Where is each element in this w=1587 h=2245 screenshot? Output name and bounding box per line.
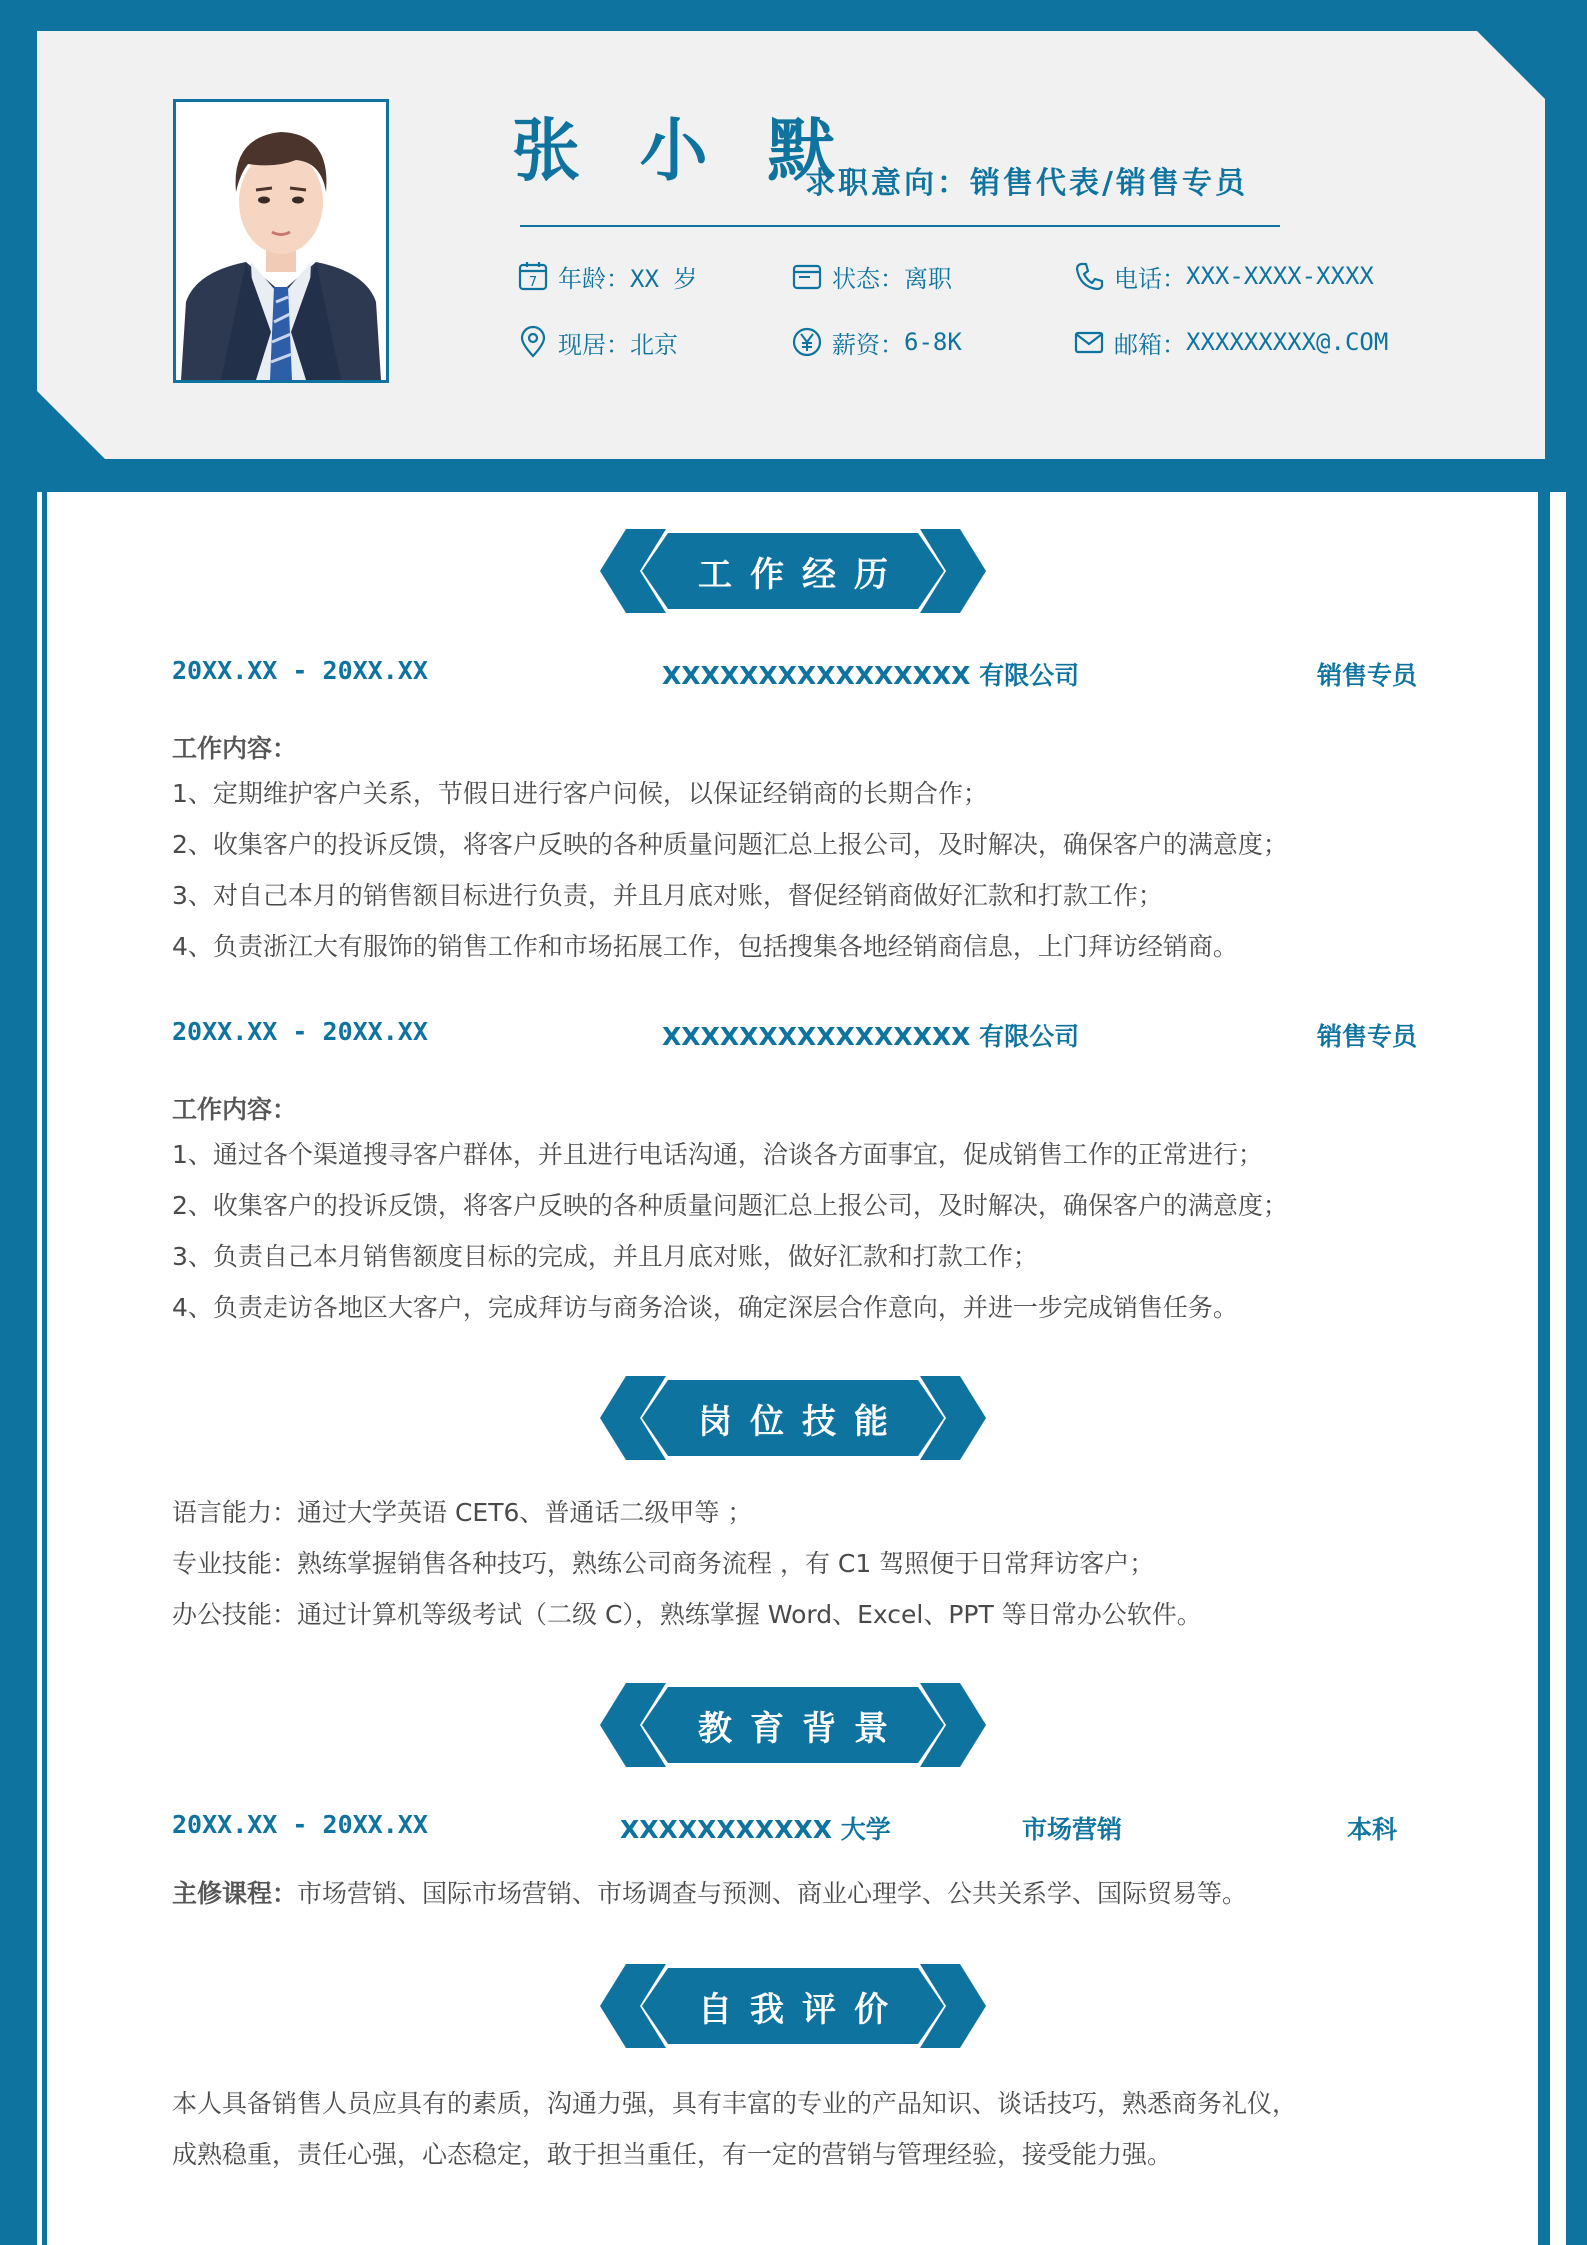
job-intention: 求职意向：销售代表/销售专员 [805, 166, 1248, 201]
job-2-date: 20XX.XX - 20XX.XX [172, 1017, 428, 1046]
education-courses [172, 1874, 1247, 1910]
skill-professional: 专业技能：熟练掌握销售各种技巧，熟练公司商务流程 ，有 C1 驾照便于日常拜访客户； [172, 1549, 1155, 1578]
job-1-content-label: 工作内容： [172, 734, 298, 763]
section-heading-skills [600, 1376, 986, 1460]
education-date: 20XX.XX - 20XX.XX [172, 1810, 428, 1839]
job-2-role: 销售专员 [1316, 1022, 1417, 1051]
right-border-inner [1538, 492, 1550, 2245]
education-school: XXXXXXXXXXX 大学 [620, 1815, 891, 1844]
section-title-work: 工作经历 [698, 554, 906, 595]
skill-language: 语言能力：通过大学英语 CET6、普通话二级甲等 ； [172, 1498, 753, 1527]
info-phone [1072, 256, 1374, 296]
svg-text:7: 7 [528, 275, 538, 290]
info-phone-value: XXX-XXXX-XXXX [1186, 262, 1374, 290]
job-2-item-1: 1、通过各个渠道搜寻客户群体，并且进行电话沟通，洽谈各方面事宜，促成销售工作的正常进行； [172, 1140, 1263, 1169]
profile-photo [173, 99, 389, 383]
skill-office: 办公技能：通过计算机等级考试（二级 C），熟练掌握 Word、Excel、PPT 等日常办公软件。 [172, 1600, 1202, 1629]
job-1-item-3: 3、对自己本月的销售额目标进行负责，并且月底对账，督促经销商做好汇款和打款工作； [172, 881, 1163, 910]
job-1-header [172, 652, 1417, 692]
info-location-label: 现居： [558, 330, 630, 359]
section-heading-education [600, 1683, 986, 1767]
candidate-name: 张 小 默 [512, 112, 854, 191]
mail-icon [1072, 325, 1106, 359]
info-salary-value: 6-8K [904, 328, 962, 356]
job-1-item-2: 2、收集客户的投诉反馈，将客户反映的各种质量问题汇总上报公司，及时解决，确保客户的满意度； [172, 830, 1288, 859]
info-phone-label: 电话： [1114, 264, 1186, 293]
section-title-skills: 岗位技能 [698, 1401, 906, 1442]
info-salary [790, 322, 962, 362]
section-heading-self [600, 1964, 986, 2048]
section-title-self: 自我评价 [698, 1989, 906, 2030]
info-location [516, 322, 678, 362]
info-status [790, 256, 952, 296]
job-2-item-4: 4、负责走访各地区大客户，完成拜访与商务洽谈，确定深层合作意向，并进一步完成销售任务。 [172, 1293, 1238, 1322]
info-location-value: 北京 [630, 330, 678, 359]
info-email-label: 邮箱： [1114, 330, 1186, 359]
job-1-company: XXXXXXXXXXXXXXXX 有限公司 [662, 661, 1080, 690]
info-email [1072, 322, 1388, 362]
info-status-label: 状态： [832, 264, 904, 293]
portrait-illustration [176, 102, 386, 380]
job-2-content-label: 工作内容： [172, 1095, 298, 1124]
section-title-education: 教育背景 [698, 1708, 906, 1749]
job-2-company: XXXXXXXXXXXXXXXX 有限公司 [662, 1022, 1080, 1051]
job-1-role: 销售专员 [1316, 661, 1417, 690]
job-1-date: 20XX.XX - 20XX.XX [172, 656, 428, 685]
phone-icon [1072, 259, 1106, 293]
calendar-icon [516, 259, 550, 293]
self-evaluation-line-2: 成熟稳重，责任心强，心态稳定，敢于担当重任，有一定的营销与管理经验，接受能力强。 [172, 2140, 1173, 2169]
left-border [0, 492, 37, 2245]
education-degree: 本科 [1347, 1815, 1398, 1844]
job-1-item-4: 4、负责浙江大有服饰的销售工作和市场拓展工作，包括搜集各地经销商信息，上门拜访经销商。 [172, 932, 1238, 961]
info-age [516, 256, 697, 296]
info-age-label: 年龄： [558, 264, 630, 293]
job-1-item-1: 1、定期维护客户关系，节假日进行客户问候，以保证经销商的长期合作； [172, 779, 988, 808]
section-heading-work [600, 529, 986, 613]
window-icon [790, 259, 824, 293]
education-header [172, 1806, 1417, 1846]
right-border [1566, 492, 1587, 2245]
yuan-icon [790, 325, 824, 359]
info-salary-label: 薪资： [832, 330, 904, 359]
info-age-value: XX 岁 [630, 264, 698, 293]
info-status-value: 离职 [904, 264, 952, 293]
job-2-header [172, 1013, 1417, 1053]
education-major: 市场营销 [1022, 1815, 1123, 1844]
courses-label: 主修课程： [172, 1879, 298, 1908]
info-email-value: XXXXXXXXX@.COM [1186, 328, 1389, 356]
location-pin-icon [516, 325, 550, 359]
job-2-item-3: 3、负责自己本月销售额度目标的完成，并且月底对账，做好汇款和打款工作； [172, 1242, 1038, 1271]
courses-text: 市场营销、国际市场营销、市场调查与预测、商业心理学、公共关系学、国际贸易等。 [297, 1879, 1248, 1908]
header-divider [520, 225, 1280, 227]
job-2-item-2: 2、收集客户的投诉反馈，将客户反映的各种质量问题汇总上报公司，及时解决，确保客户的满意度； [172, 1191, 1288, 1220]
self-evaluation-line-1: 本人具备销售人员应具有的素质，沟通力强，具有丰富的专业的产品知识、谈话技巧，熟悉商务礼仪， [172, 2089, 1298, 2118]
left-border-inner [42, 492, 47, 2245]
